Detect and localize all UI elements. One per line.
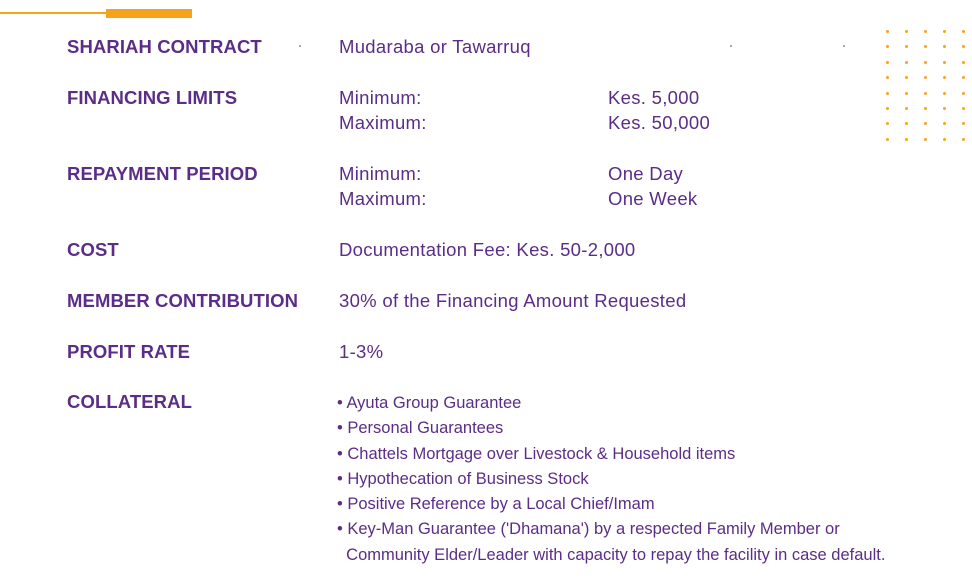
speck	[299, 45, 301, 47]
financing-min-value: Kes. 5,000	[608, 87, 700, 108]
dot-grid-decoration	[886, 30, 965, 141]
repayment-min-label: Minimum:	[339, 163, 422, 184]
speck	[730, 45, 732, 47]
member-contribution-label: MEMBER CONTRIBUTION	[67, 290, 299, 311]
collateral-label: COLLATERAL	[67, 391, 192, 412]
financing-min-label: Minimum:	[339, 87, 422, 108]
repayment-max-value: One Week	[608, 188, 698, 209]
cost-value: Documentation Fee: Kes. 50-2,000	[339, 239, 636, 260]
collateral-item: • Ayuta Group Guarantee	[337, 394, 522, 412]
financing-limits-label: FINANCING LIMITS	[67, 87, 238, 108]
repayment-period-label: REPAYMENT PERIOD	[67, 163, 258, 184]
collateral-item: • Positive Reference by a Local Chief/Imam	[337, 495, 655, 514]
collateral-item: • Key-Man Guarantee ('Dhamana') by a respected Family Member or	[337, 520, 840, 539]
shariah-contract-label: SHARIAH CONTRACT	[67, 36, 262, 57]
repayment-max-label: Maximum:	[339, 188, 427, 209]
member-contribution-value: 30% of the Financing Amount Requested	[339, 290, 687, 311]
profit-rate-value: 1-3%	[339, 341, 384, 362]
shariah-contract-value: Mudaraba or Tawarruq	[339, 36, 531, 57]
collateral-item: • Hypothecation of Business Stock	[337, 469, 589, 488]
financing-max-label: Maximum:	[339, 112, 427, 133]
repayment-min-value: One Day	[608, 163, 684, 184]
collateral-item: • Personal Guarantees	[337, 419, 504, 438]
speck	[843, 45, 845, 47]
accent-bar	[106, 9, 192, 18]
cost-label: COST	[67, 239, 119, 260]
collateral-item: • Chattels Mortgage over Livestock & Household items	[337, 444, 736, 463]
accent-line	[0, 12, 106, 14]
profit-rate-label: PROFIT RATE	[67, 341, 191, 362]
collateral-item-continuation: Community Elder/Leader with capacity to repay the facility in case default.	[337, 545, 886, 564]
collateral-list	[337, 391, 885, 568]
financing-max-value: Kes. 50,000	[608, 112, 711, 133]
